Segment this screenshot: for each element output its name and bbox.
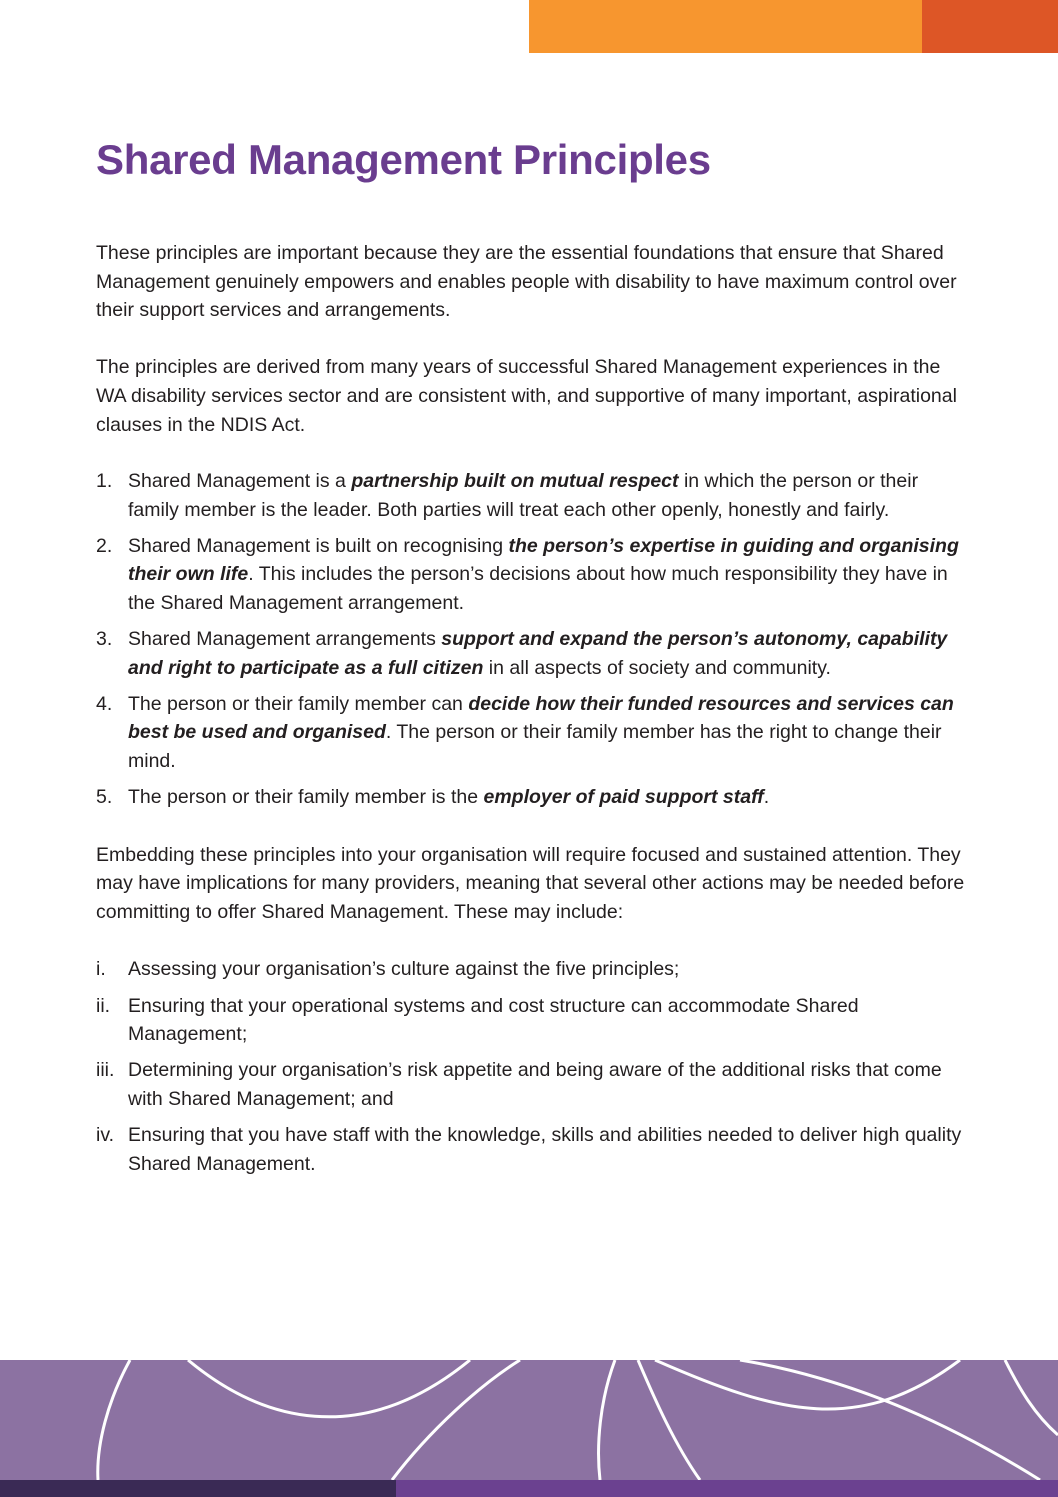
page-body bbox=[96, 239, 966, 1186]
principle-item bbox=[96, 625, 966, 682]
principle-text-after: . The person or their family member has the right to change their mind. bbox=[128, 721, 942, 772]
header-accent-bar-red bbox=[922, 0, 1058, 53]
principle-item bbox=[96, 783, 966, 812]
page-title: Shared Management Principles bbox=[96, 136, 711, 183]
action-text: Assessing your organisation’s culture against the five principles; bbox=[128, 958, 680, 981]
list-number: 4. bbox=[96, 692, 113, 715]
intro-paragraph-2: The principles are derived from many years of successful Shared Management experiences in the WA disability services sector and are consistent with, and supportive of many important, aspirational clauses in the NDIS Act. bbox=[96, 356, 957, 436]
action-text: Ensuring that your operational systems and cost structure can accommodate Shared Management; bbox=[128, 994, 859, 1046]
principle-emphasis: support and expand the person’s autonomy, capability and right to participate as a full citizen bbox=[128, 628, 948, 679]
action-item bbox=[96, 1121, 966, 1178]
principle-text-after: in which the person or their family member is the leader. Both parties will treat each other openly, honestly and fairly. bbox=[128, 470, 919, 521]
intro-paragraph-1: These principles are important because they are the essential foundations that ensure that Shared Management genuinely empowers and enables people with disability to have maximum control over their support services and arrangements. bbox=[96, 242, 957, 322]
principle-text-before: Shared Management is a bbox=[128, 470, 352, 493]
principle-item bbox=[96, 467, 966, 524]
principle-text-before: The person or their family member can bbox=[128, 692, 469, 715]
action-item bbox=[96, 992, 966, 1049]
principle-emphasis: partnership built on mutual respect bbox=[351, 470, 679, 493]
principle-emphasis: decide how their funded resources and services can best be used and organised bbox=[128, 692, 954, 744]
principle-text-before: Shared Management is built on recognising bbox=[128, 534, 509, 557]
list-numeral: iv. bbox=[96, 1123, 115, 1146]
principle-emphasis: the person’s expertise in guiding and organising their own life bbox=[128, 534, 959, 586]
list-number: 2. bbox=[96, 534, 113, 557]
principle-emphasis: employer of paid support staff bbox=[483, 786, 764, 809]
actions-list bbox=[96, 955, 966, 1178]
header-accent-bar-orange bbox=[529, 0, 922, 53]
embedding-paragraph: Embedding these principles into your organisation will require focused and sustained attention. They may have implications for many providers, meaning that several other actions may be needed before committing to offer Shared Management. These may include: bbox=[96, 843, 965, 923]
footer-decorative-band bbox=[0, 1360, 1058, 1497]
action-item bbox=[96, 955, 966, 984]
list-number: 1. bbox=[96, 470, 113, 493]
principles-list bbox=[96, 467, 966, 812]
list-number: 5. bbox=[96, 786, 113, 809]
footer-bar-purple bbox=[396, 1480, 1058, 1497]
action-text: Determining your organisation’s risk appetite and being aware of the additional risks that come with Shared Management; and bbox=[128, 1059, 942, 1110]
footer-band-background bbox=[0, 1360, 1058, 1497]
principle-text-before: Shared Management arrangements bbox=[128, 628, 442, 651]
principle-text-after: . This includes the person’s decisions about how much responsibility they have in the Shared Management arrangement. bbox=[128, 563, 948, 615]
action-text: Ensuring that you have staff with the knowledge, skills and abilities needed to deliver high quality Shared Management. bbox=[128, 1123, 962, 1175]
action-item bbox=[96, 1056, 966, 1113]
principle-item bbox=[96, 532, 966, 618]
principle-text-after: . bbox=[763, 786, 770, 809]
principle-text-before: The person or their family member is the bbox=[128, 786, 484, 809]
footer-bar-dark bbox=[0, 1480, 396, 1497]
list-numeral: iii. bbox=[96, 1059, 115, 1082]
list-numeral: i. bbox=[96, 958, 106, 981]
principle-item bbox=[96, 690, 966, 776]
list-number: 3. bbox=[96, 628, 113, 651]
list-numeral: ii. bbox=[96, 994, 111, 1017]
principle-text-after: in all aspects of society and community. bbox=[483, 656, 831, 679]
